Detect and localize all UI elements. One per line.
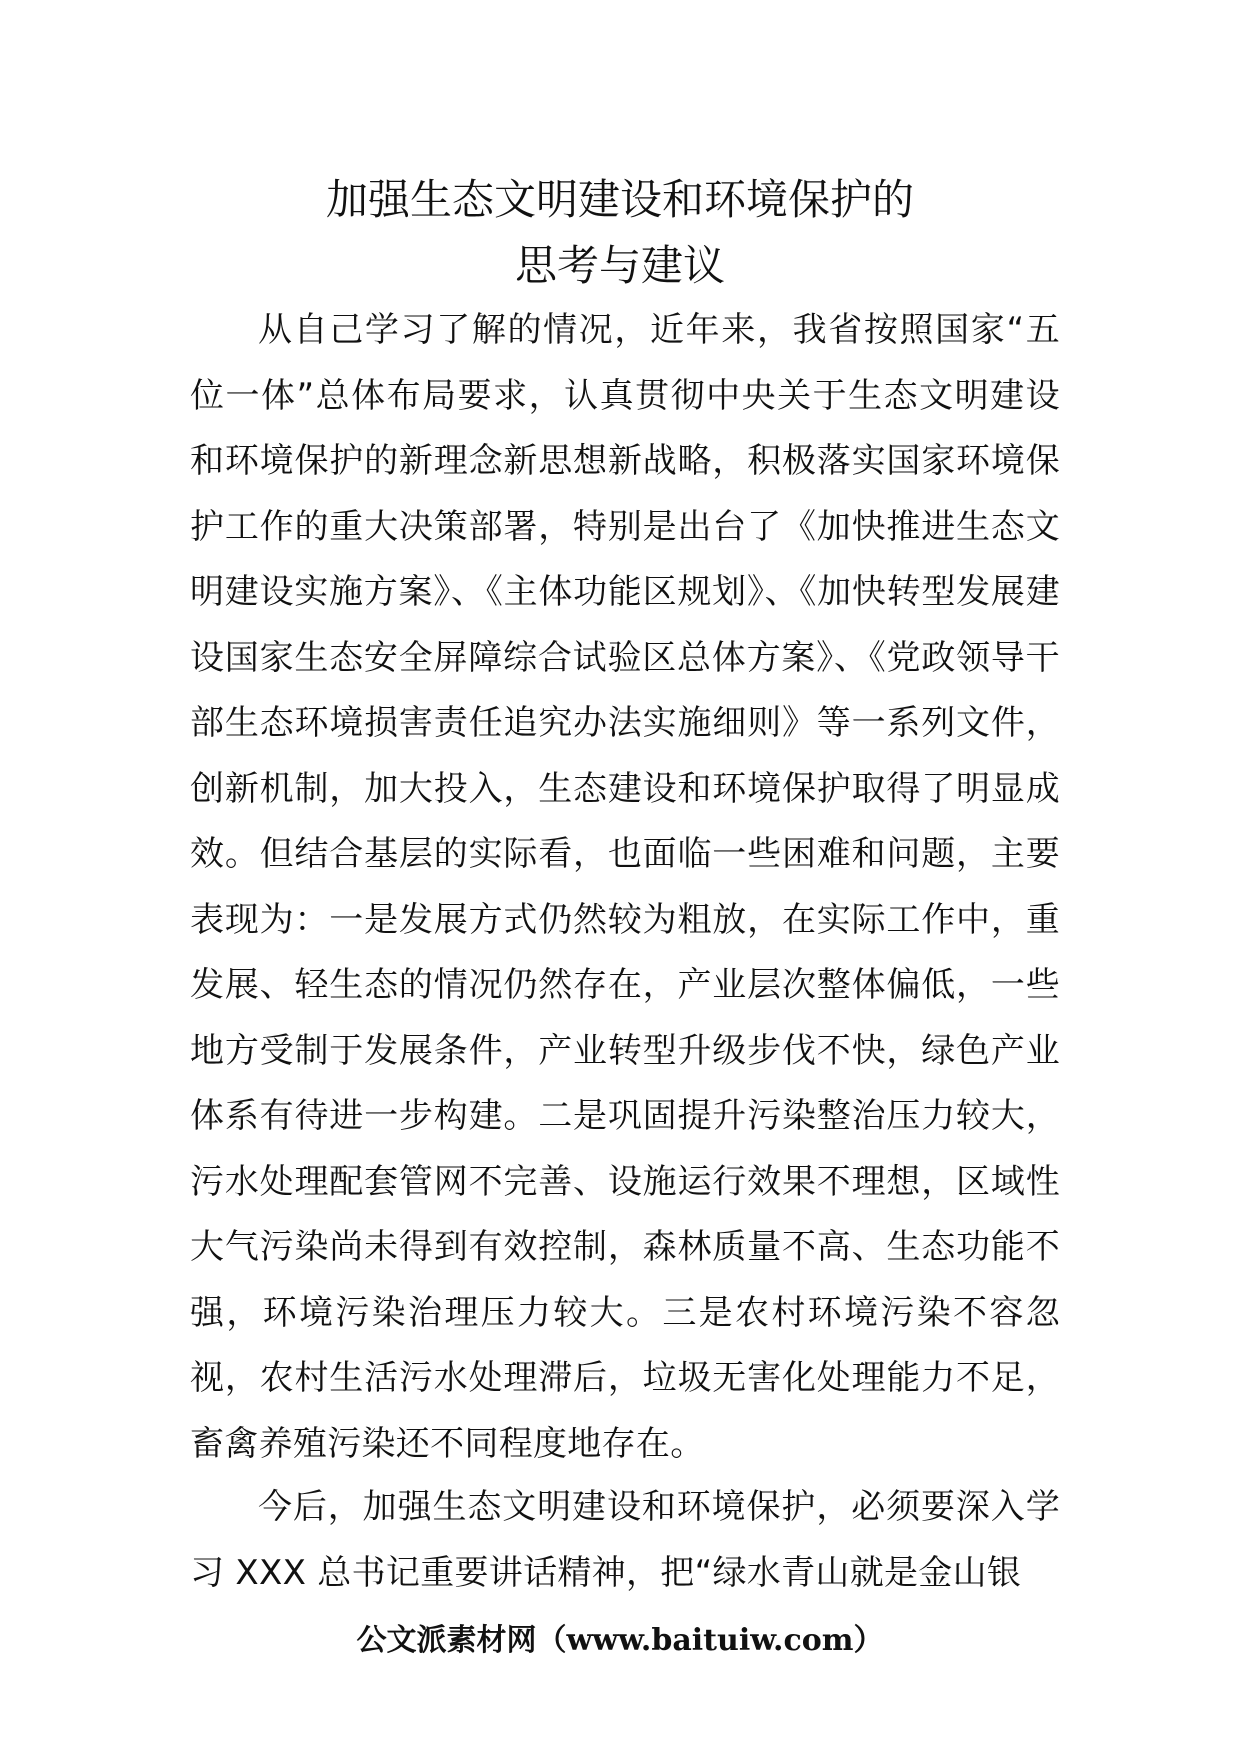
document-title-line-1: 加强生态文明建设和环境保护的 [325, 175, 914, 224]
document-title-line-2: 思考与建议 [514, 241, 725, 290]
footer-watermark-text: 公文派素材网（www.baituiw.com） [356, 1623, 884, 1658]
body-paragraph-1: 从自己学习了解的情况，近年来，我省按照国家“五位一体”总体布局要求，认真贯彻中央关于生态文明建设和环境保护的新理念新思想新战略，积极落实国家环境保护工作的重大决策部署，特别是出台了《加快推进生态文明建设实施方案》、《主体功能区规划》、《加快转型发展建设国家生态安全屏障综合试验区总体方案》、《党政领导干部生态环境损害责任追究办法实施细则》等一系列文件，创新机制，加大投入，生态建设和环境保护取得了明显成效。但结合基层的实际看，也面临一些困难和问题，主要表现为：一是发展方式仍然较为粗放，在实际工作中，重发展、轻生态的情况仍然存在，产业层次整体偏低，一些地方受制于发展条件，产业转型升级步伐不快，绿色产业体系有待进一步构建。二是巩固提升污染整治压力较大，污水处理配套管网不完善、设施运行效果不理想，区域性大气污染尚未得到有效控制，森林质量不高、生态功能不强，环境污染治理压力较大。三是农村环境污染不容忽视，农村生活污水处理滞后，垃圾无害化处理能力不足，畜禽养殖污染还不同程度地存在。 [190, 310, 1060, 1464]
body-paragraph-2: 今后，加强生态文明建设和环境保护，必须要深入学习 XXX 总书记重要讲话精神，把“绿水青山就是金山银 [190, 1487, 1060, 1593]
